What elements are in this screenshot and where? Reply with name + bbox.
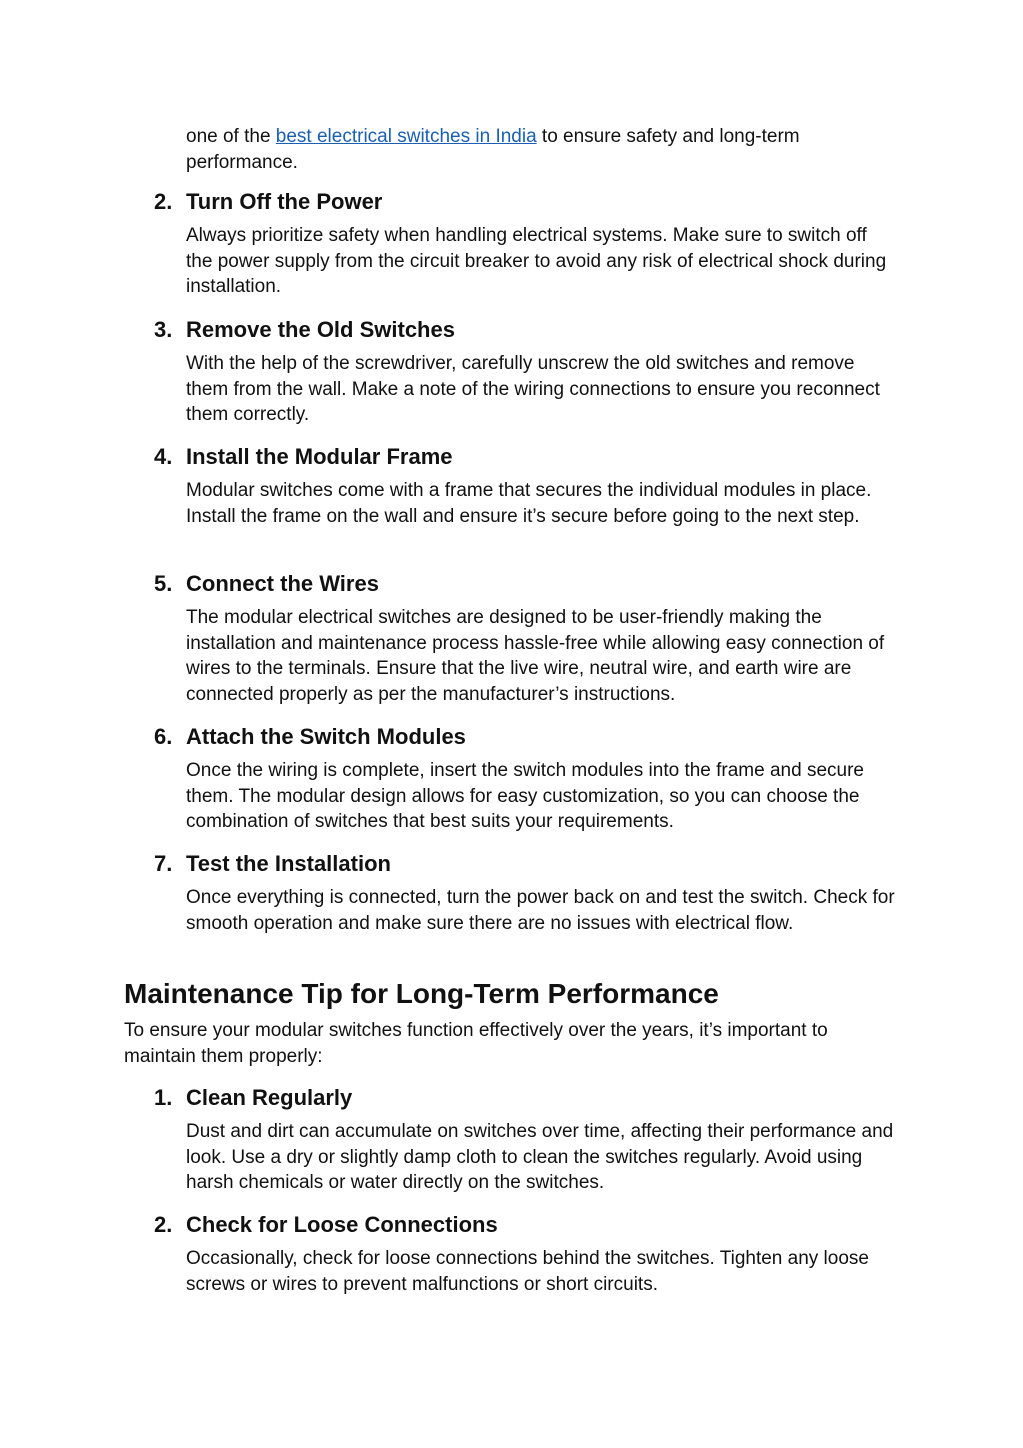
step-number: 3. xyxy=(154,317,173,342)
intro-text-after: to ensure safety and long-term performance. xyxy=(186,126,800,173)
step-body: With the help of the screwdriver, carefully unscrew the old switches and remove them from the wall. Make a note of the wiring connections to ensure you reconnect them correctly. xyxy=(186,353,880,425)
intro-paragraph xyxy=(186,124,898,176)
maintenance-lead: To ensure your modular switches function effectively over the years, it’s important to maintain them properly: xyxy=(124,1020,828,1067)
step-title: Install the Modular Frame xyxy=(186,444,453,469)
maintenance-heading: Maintenance Tip for Long-Term Performance xyxy=(124,978,719,1009)
step-body: Always prioritize safety when handling electrical systems. Make sure to switch off the power supply from the circuit breaker to avoid any risk of electrical shock during installation. xyxy=(186,225,887,297)
step-number: 4. xyxy=(154,444,173,469)
step-body: The modular electrical switches are designed to be user-friendly making the installation and maintenance process hassle-free while allowing easy connection of wires to the terminals. Ensure that the live wire, neutral wire, and earth wire are connected properly as per the manufacturer’s instructions. xyxy=(186,607,885,705)
step-number: 2. xyxy=(154,1212,173,1237)
step-body: Modular switches come with a frame that secures the individual modules in place. Install the frame on the wall and ensure it’s secure before going to the next step. xyxy=(186,480,872,527)
step-title: Check for Loose Connections xyxy=(186,1212,498,1237)
step-body: Dust and dirt can accumulate on switches over time, affecting their performance and look. Use a dry or slightly damp cloth to clean the switches regularly. Avoid using harsh chemicals or water directly on the switches. xyxy=(186,1121,894,1193)
step-body: Occasionally, check for loose connections behind the switches. Tighten any loose screws or wires to prevent malfunctions or short circuits. xyxy=(186,1248,869,1295)
step-title: Clean Regularly xyxy=(186,1085,353,1110)
step-number: 1. xyxy=(154,1085,173,1110)
step-body: Once everything is connected, turn the power back on and test the switch. Check for smooth operation and make sure there are no issues with electrical flow. xyxy=(186,887,895,934)
step-number: 5. xyxy=(154,571,173,596)
step-title: Connect the Wires xyxy=(186,571,379,596)
step-number: 2. xyxy=(154,189,173,214)
step-title: Remove the Old Switches xyxy=(186,317,455,342)
step-number: 6. xyxy=(154,724,173,749)
step-title: Test the Installation xyxy=(186,851,391,876)
step-body: Once the wiring is complete, insert the switch modules into the frame and secure them. The modular design allows for easy customization, so you can choose the combination of switches that best suits your requirements. xyxy=(186,760,864,832)
step-number: 7. xyxy=(154,851,173,876)
step-title: Turn Off the Power xyxy=(186,189,383,214)
step-title: Attach the Switch Modules xyxy=(186,724,466,749)
intro-text-before: one of the xyxy=(186,126,276,147)
best-switches-link[interactable]: best electrical switches in India xyxy=(275,126,537,147)
